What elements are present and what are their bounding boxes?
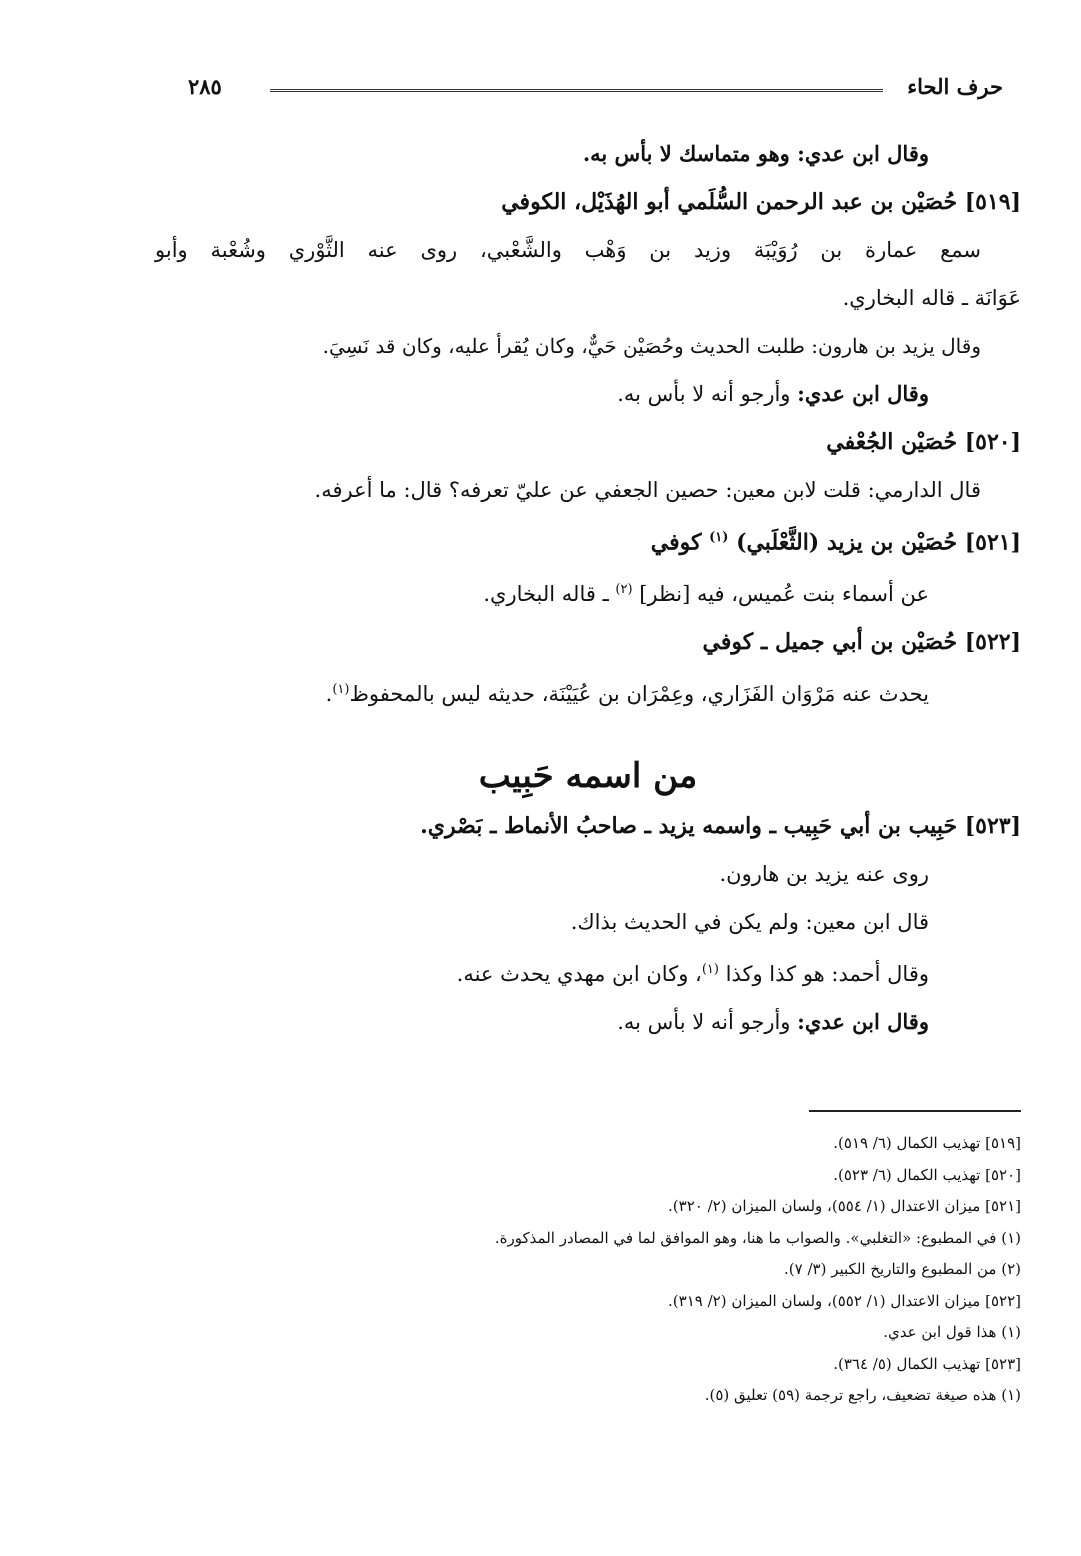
text-line: سمع عمارة بن رُوَيْبَة وزيد بن وَهْب والشَّعْبي، روى عنه الثَّوْري وشُعْبة وأبو [155, 238, 981, 262]
page-number: ٢٨٥ [188, 74, 222, 99]
text-segment: يحدث عنه مَرْوَان الفَزَاري، وعِمْرَان بن عُيَيْنَة، حديثه ليس بالمحفوظ [349, 682, 929, 707]
text-line [155, 666, 1021, 718]
footnotes [150, 1128, 1021, 1412]
text-line: قال الدارمي: قلت لابن معين: حصين الجعفي عن عليّ تعرفه؟ قال: ما أعرفه. [314, 478, 981, 502]
entry-heading-523: [٥٢٣] حَبِيب بن أبي حَبِيب ـ واسمه يزيد ـ صاحبُ الأنماط ـ بَصْري. [420, 813, 1021, 840]
text-segment: . [325, 682, 333, 707]
footnote: [٥١٩] تهذيب الكمال (٦/ ٥١٩). [833, 1134, 1021, 1152]
text-segment: وقال أحمد: هو كذا وكذا [718, 962, 929, 987]
footnote: (٢) من المطبوع والتاريخ الكبير (٣/ ٧). [784, 1260, 1021, 1278]
footnote-ref: (١) [701, 962, 719, 978]
text-segment: ـ قاله البخاري. [483, 582, 616, 607]
footnote-ref: (١) [332, 682, 350, 698]
main-text [155, 130, 1021, 1046]
footnote: (١) هذا قول ابن عدي. [883, 1323, 1021, 1341]
entry-heading-519: [٥١٩] حُصَيْن بن عبد الرحمن السُّلَمي أبو الهُذَيْل، الكوفي [501, 189, 1021, 215]
footnote: [٥٢٣] تهذيب الكمال (٥/ ٣٦٤). [833, 1354, 1021, 1373]
text-segment: عن أسماء بنت عُميس، فيه [نظر] [632, 582, 929, 607]
text-line [155, 946, 1021, 998]
text-line: وقال يزيد بن هارون: طلبت الحديث وحُصَيْن حَيٌّ، وكان يُقرأ عليه، وكان قد نَسِيَ. [322, 334, 981, 358]
speaker-label: وقال ابن عدي: [797, 381, 929, 406]
footnote: [٥٢١] ميزان الاعتدال (١/ ٥٥٤)، ولسان الميزان (٢/ ٣٢٠). [668, 1197, 1021, 1215]
entry-heading-521 [155, 514, 1021, 566]
text-line: عَوَانَة ـ قاله البخاري. [842, 286, 1021, 310]
text-line: روى عنه يزيد بن هارون. [719, 862, 929, 887]
text-segment: ، وكان ابن مهدي يحدث عنه. [456, 962, 702, 987]
text-line: قال ابن معين: ولم يكن في الحديث بذاك. [570, 910, 929, 935]
footnote: (١) هذه صيغة تضعيف، راجع ترجمة (٥٩) تعليق (٥). [704, 1386, 1021, 1404]
header-rule [270, 89, 883, 92]
statement: وأرجو أنه لا بأس به. [617, 382, 798, 406]
running-header [160, 74, 1003, 108]
text-line [155, 998, 1021, 1046]
entry-heading-522: [٥٢٢] حُصَيْن بن أبي جميل ـ كوفي [702, 629, 1021, 656]
heading-text: كوفي [650, 529, 710, 556]
statement: وأرجو أنه لا بأس به. [617, 1010, 798, 1035]
speaker-label: وقال ابن عدي: [797, 1009, 929, 1035]
footnote: [٥٢٢] ميزان الاعتدال (١/ ٥٥٢)، ولسان الميزان (٢/ ٣١٩). [668, 1291, 1021, 1310]
heading-text: [٥٢١] حُصَيْن بن يزيد (الثَّعْلَبي) [728, 529, 1021, 556]
footnote-ref: (٢) [615, 582, 633, 598]
text-line [155, 566, 1021, 618]
footnote-separator [809, 1110, 1021, 1112]
entry-heading-520: [٥٢٠] حُصَيْن الجُعْفي [826, 429, 1021, 455]
footnote: [٥٢٠] تهذيب الكمال (٦/ ٥٢٣). [833, 1165, 1021, 1184]
section-title: من اسمه حَبِيب [478, 756, 698, 797]
running-header-title: حرف الحاء [907, 74, 1003, 99]
text-line [155, 370, 1021, 418]
footnote-ref: (١) [709, 530, 729, 545]
text-line: وقال ابن عدي: وهو متماسك لا بأس به. [582, 141, 929, 166]
footnote: (١) في المطبوع: «التغلبي». والصواب ما هنا، وهو الموافق لما في المصادر المذكورة. [494, 1228, 1021, 1247]
